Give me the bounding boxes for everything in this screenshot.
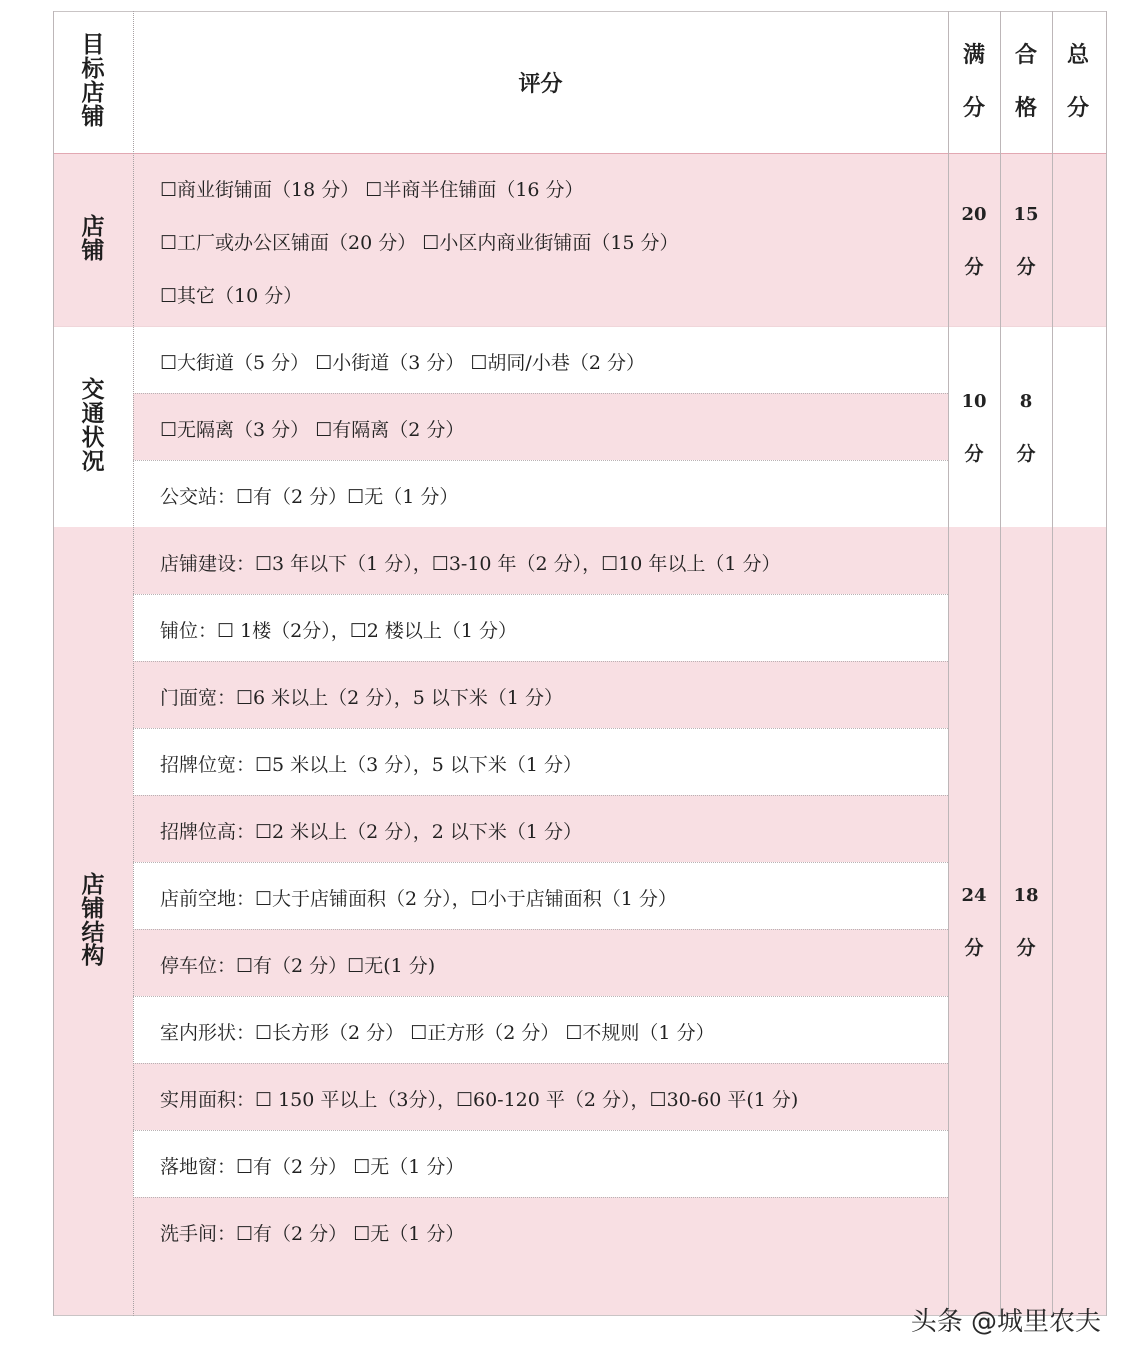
table-right-border (1106, 11, 1107, 1316)
traffic-pass-unit: 分 (1016, 443, 1036, 465)
structure-option-row: 洗手间：☐有（2 分） ☐无（1 分） (160, 1223, 465, 1245)
row-divider (133, 862, 948, 863)
structure-option-row: 招牌位高：☐2 米以上（2 分），2 以下米（1 分） (160, 821, 583, 843)
row-divider (133, 393, 948, 394)
column-divider (1052, 11, 1053, 1316)
structure-option-row: 店前空地：☐大于店铺面积（2 分），☐小于店铺面积（1 分） (160, 888, 677, 910)
traffic-option-row: ☐无隔离（3 分） ☐有隔离（2 分） (160, 419, 465, 441)
section-shop-label: 店铺 (81, 214, 105, 264)
structure-option-row: 门面宽：☐6 米以上（2 分），5 以下米（1 分） (160, 687, 564, 709)
traffic-pass-score: 8 分 (1000, 375, 1052, 481)
row-divider (133, 929, 948, 930)
structure-pass-score: 18 分 (1000, 869, 1052, 975)
shop-full-score: 20 分 (948, 188, 1000, 294)
section-structure-label: 店铺结构 (81, 871, 105, 970)
scoring-table (53, 11, 1107, 1316)
shop-pass-unit: 分 (1016, 256, 1036, 278)
row-divider (133, 594, 948, 595)
shop-option-row: ☐其它（10 分） (160, 285, 303, 307)
header-full-score (948, 29, 1000, 135)
traffic-option-row: 公交站：☐有（2 分）☐无（1 分） (160, 486, 459, 508)
row-divider (133, 1130, 948, 1131)
structure-option-row: 铺位：☐ 1楼（2分），☐2 楼以上（1 分） (160, 620, 518, 642)
row-divider (133, 1063, 948, 1064)
row-divider (133, 795, 948, 796)
header-scoring: 评分 (518, 72, 563, 97)
header-total-text: 总分 (1066, 43, 1089, 121)
table-left-border (53, 11, 54, 1316)
row-divider (133, 996, 948, 997)
section-traffic-label: 交通状况 (81, 377, 105, 475)
structure-option-row: 招牌位宽：☐5 米以上（3 分），5 以下米（1 分） (160, 754, 583, 776)
structure-option-row: 落地窗：☐有（2 分） ☐无（1 分） (160, 1156, 465, 1178)
column-divider (133, 11, 134, 1316)
structure-option-row: 停车位：☐有（2 分）☐无(1 分) (160, 955, 436, 977)
column-divider (948, 11, 949, 1316)
traffic-option-row: ☐大街道（5 分） ☐小街道（3 分） ☐胡同/小巷（2 分） (160, 352, 645, 374)
header-pass-score-text: 合格 (1014, 43, 1037, 121)
structure-full-unit: 分 (964, 937, 984, 959)
structure-option-row: 室内形状：☐长方形（2 分） ☐正方形（2 分） ☐不规则（1 分） (160, 1022, 715, 1044)
structure-pass-unit: 分 (1016, 937, 1036, 959)
row-divider (133, 661, 948, 662)
row-divider (133, 460, 948, 461)
structure-full-score: 24 分 (948, 869, 1000, 975)
header-total (1052, 29, 1104, 135)
header-target: 目标店铺 (81, 32, 105, 130)
structure-option-row: 实用面积：☐ 150 平以上（3分），☐60-120 平（2 分），☐30-60 平(1 分) (160, 1089, 799, 1111)
shop-option-row: ☐工厂或办公区铺面（20 分） ☐小区内商业街铺面（15 分） (160, 232, 679, 254)
header-full-score-text: 满分 (962, 43, 985, 121)
watermark: 头条 @城里农夫 (910, 1307, 1101, 1337)
traffic-full-unit: 分 (964, 443, 984, 465)
shop-option-row: ☐商业街铺面（18 分） ☐半商半住铺面（16 分） (160, 179, 584, 201)
row-divider (133, 728, 948, 729)
shop-pass-score: 15 分 (1000, 188, 1052, 294)
traffic-full-score: 10 分 (948, 375, 1000, 481)
row-divider (133, 1197, 948, 1198)
header-pass-score (1000, 29, 1052, 135)
column-divider (1000, 11, 1001, 1316)
shop-full-unit: 分 (964, 256, 984, 278)
structure-option-row: 店铺建设：☐3 年以下（1 分），☐3-10 年（2 分），☐10 年以上（1 分） (160, 553, 781, 575)
